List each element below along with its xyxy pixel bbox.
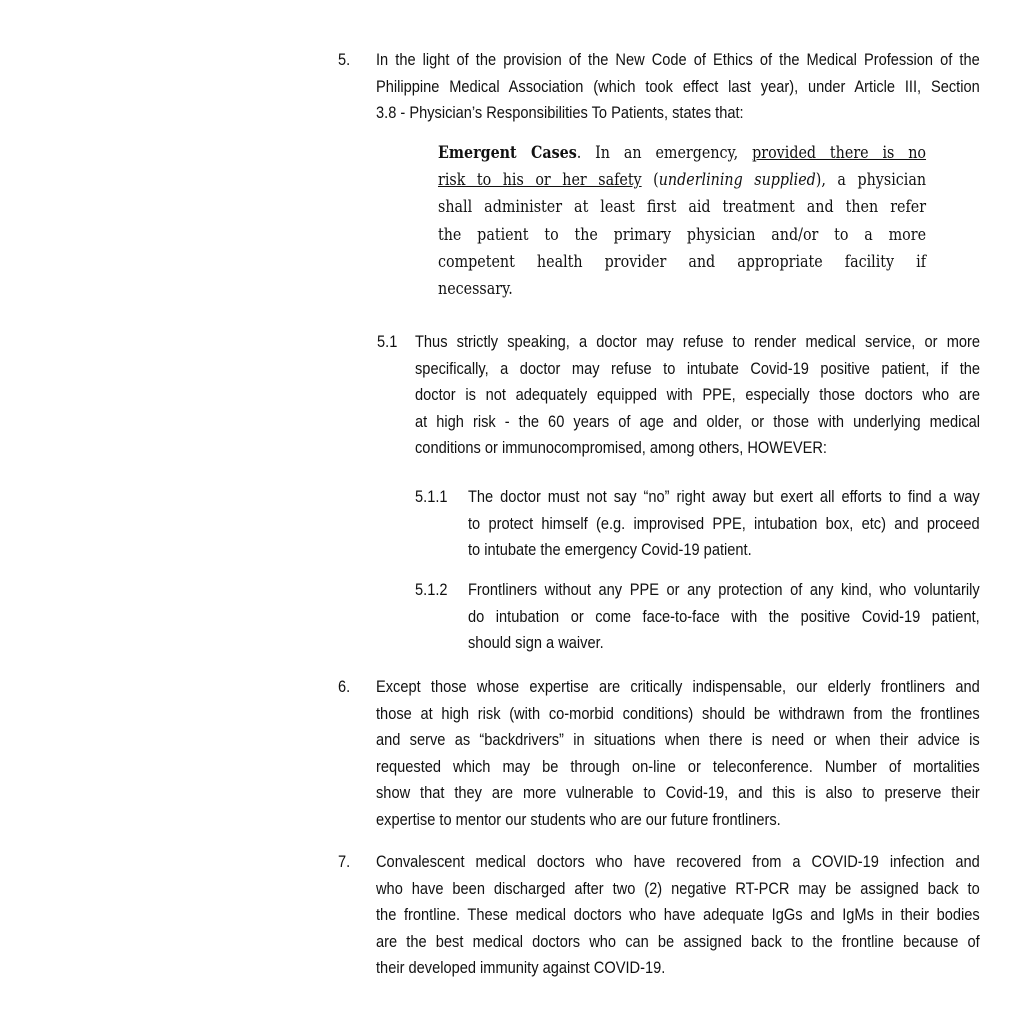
paragraph-line: those at high risk (with co-morbid conditions) should be withdrawn from the frontlines bbox=[376, 703, 980, 723]
paragraph-line: at high risk - the 60 years of age and older, or those with underlying medical bbox=[415, 411, 981, 431]
quote-text: ), bbox=[815, 170, 826, 191]
paragraph-line: requested which may be through on-line or teleconference. Number of mortalities bbox=[376, 756, 980, 776]
paragraph-line: specifically, a doctor may refuse to intubate Covid-19 positive patient, if the bbox=[415, 358, 981, 378]
paragraph-line: the frontline. These medical doctors who have adequate IgGs and IgMs in their bodies bbox=[376, 905, 980, 924]
paragraph-line: conditions or immunocompromised, among others, HOWEVER: bbox=[415, 438, 827, 457]
item-number-5-1-2: 5.1.2 bbox=[415, 580, 448, 599]
paragraph-line: are the best medical doctors who can be assigned back to the frontline because of bbox=[376, 931, 980, 951]
paragraph-5-1-2 bbox=[468, 577, 980, 657]
item-number-6: 6. bbox=[338, 677, 351, 696]
item-number-7: 7. bbox=[338, 852, 351, 871]
paragraph-line: their developed immunity against COVID-19. bbox=[376, 958, 666, 977]
item-number-5: 5. bbox=[338, 50, 351, 69]
paragraph-line: Except those whose expertise are critically indispensable, our elderly frontliners and bbox=[376, 677, 980, 696]
quote-line bbox=[438, 167, 926, 194]
paragraph-5 bbox=[376, 47, 980, 127]
paragraph-6 bbox=[376, 674, 980, 833]
paragraph-line: do intubation or come face-to-face with the positive Covid-19 patient, bbox=[468, 606, 980, 626]
paragraph-5-1-1 bbox=[468, 484, 980, 564]
underlined-text: provided there is no bbox=[752, 143, 927, 163]
paragraph-line: In the light of the provision of the New Code of Ethics of the Medical Profession of the bbox=[376, 50, 980, 69]
quote-text: a physician bbox=[837, 170, 927, 191]
quote-line: competent health provider and appropriate facility if bbox=[438, 251, 927, 272]
underlined-text: risk to his or her safety bbox=[438, 170, 642, 191]
paragraph-line: to protect himself (e.g. improvised PPE, intubation box, etc) and proceed bbox=[468, 513, 980, 533]
quote-heading: Emergent Cases bbox=[438, 143, 577, 163]
paragraph-line: 3.8 - Physician’s Responsibilities To Patients, states that: bbox=[376, 103, 744, 122]
paragraph-line: expertise to mentor our students who are our future frontliners. bbox=[376, 809, 781, 829]
paragraph-line: Frontliners without any PPE or any protection of any kind, who voluntarily bbox=[468, 580, 980, 599]
paragraph-line: Convalescent medical doctors who have recovered from a COVID-19 infection and bbox=[376, 852, 980, 871]
quote-text: . In an emergency, bbox=[576, 143, 739, 163]
paragraph-line: to intubate the emergency Covid-19 patient. bbox=[468, 540, 752, 559]
paragraph-5-1 bbox=[415, 329, 980, 462]
paragraph-line: show that they are more vulnerable to Covid-19, and this is also to preserve their bbox=[376, 783, 980, 802]
quote-line: the patient to the primary physician and/or to a more bbox=[438, 224, 927, 245]
quote-line: shall administer at least first aid treatment and then refer bbox=[438, 197, 927, 218]
italic-note: underlining supplied bbox=[658, 170, 816, 191]
paragraph-line: who have been discharged after two (2) negative RT-PCR may be assigned back to bbox=[376, 878, 980, 898]
quote-line: necessary. bbox=[438, 278, 513, 299]
paragraph-line: Thus strictly speaking, a doctor may refuse to render medical service, or more bbox=[415, 332, 981, 351]
quote-text: ( bbox=[653, 170, 659, 191]
quote-line bbox=[438, 140, 926, 167]
paragraph-line: and serve as “backdrivers” in situations when there is need or when their advice is bbox=[376, 730, 980, 749]
paragraph-line: Philippine Medical Association (which took effect last year), under Article III, Section bbox=[376, 76, 980, 96]
paragraph-line: doctor is not adequately equipped with PPE, especially those doctors who are bbox=[415, 385, 981, 404]
paragraph-line: should sign a waiver. bbox=[468, 633, 604, 652]
item-number-5-1-1: 5.1.1 bbox=[415, 487, 448, 506]
paragraph-7 bbox=[376, 849, 980, 982]
paragraph-line: The doctor must not say “no” right away but exert all efforts to find a way bbox=[468, 487, 980, 506]
item-number-5-1: 5.1 bbox=[377, 332, 398, 351]
quoted-provision bbox=[438, 140, 926, 303]
